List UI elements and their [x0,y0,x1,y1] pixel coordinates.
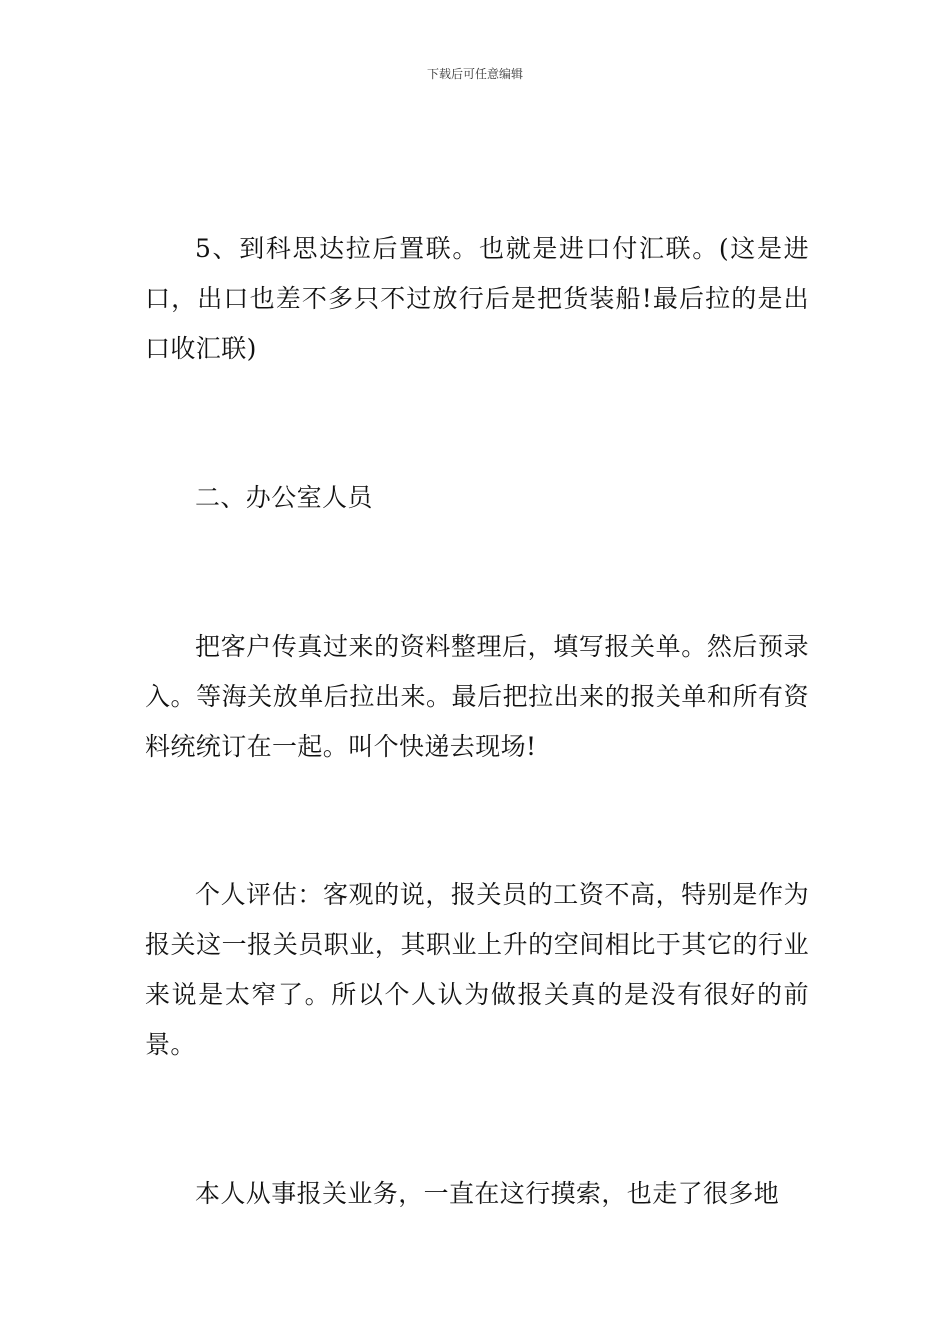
paragraph-personal-assessment: 个人评估：客观的说，报关员的工资不高，特别是作为报关这一报关员职业，其职业上升的空间相比于其它的行业来说是太窄了。所以个人认为做报关真的是没有很好的前景。 [145,880,809,1059]
paragraph-step5: 5、到科思达拉后置联。也就是进口付汇联。(这是进口，出口也差不多只不过放行后是把货装船!最后拉的是出口收汇联) [145,234,809,363]
section-heading-office-staff: 二、办公室人员 [195,483,373,512]
paragraph-experience: 本人从事报关业务，一直在这行摸索，也走了很多地 [195,1179,780,1208]
header-note: 下载后可任意编辑 [426,67,523,81]
paragraph-office-tasks: 把客户传真过来的资料整理后，填写报关单。然后预录入。等海关放单后拉出来。最后把拉出来的报关单和所有资料统统订在一起。叫个快递去现场! [145,632,809,761]
